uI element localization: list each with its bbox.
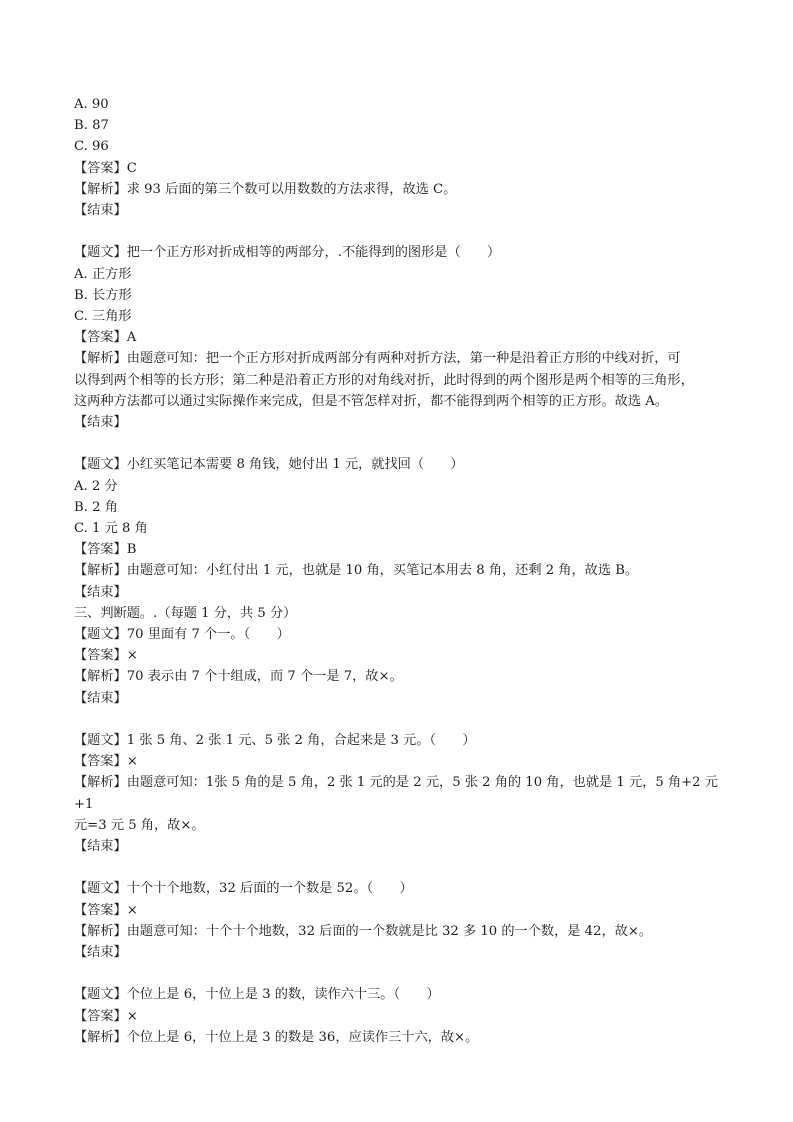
answer-label: 【答案】: [74, 330, 127, 346]
answer-label: 【答案】: [74, 160, 127, 176]
analysis-text-2: 以得到两个相等的长方形；第二种是沿着正方形的对角线对折，此时得到的两个图形是两个相等的三角形，: [74, 372, 694, 388]
analysis-label: 【解析】: [74, 563, 127, 579]
end-marker: 【结束】: [74, 690, 127, 706]
analysis-text-1: 由题意可知：1张 5 角的是 5 角，2 张 1 元的是 2 元，5 张 2 角的 10 角，也就是 1 元，5 角+2 元+1: [74, 775, 718, 812]
stem-text: 小红买笔记本需要 8 角钱，她付出 1 元，就找回（ ）: [126, 457, 464, 473]
end-marker: 【结束】: [74, 415, 127, 431]
stem-text: 个位上是 6，十位上是 3 的数，读作六十三。（ ）: [126, 987, 440, 1003]
analysis-line: [74, 179, 724, 200]
question-block-square: [74, 242, 724, 433]
answer-value: ×: [126, 902, 138, 918]
document-page: [74, 94, 724, 1048]
analysis-line: [74, 666, 724, 687]
spacer: [74, 857, 724, 878]
option-b: B. 87: [74, 118, 109, 134]
analysis-label: 【解析】: [74, 351, 127, 367]
answer-line: [74, 327, 724, 348]
judgement-block-2: [74, 730, 724, 857]
option-c: C. 三角形: [74, 309, 132, 325]
answer-value: A: [126, 330, 137, 346]
analysis-label: 【解析】: [74, 1029, 127, 1045]
answer-value: ×: [126, 648, 138, 664]
option-c: C. 1 元 8 角: [74, 521, 148, 537]
answer-label: 【答案】: [74, 542, 127, 558]
question-block-prev: [74, 94, 724, 221]
answer-value: B: [126, 542, 137, 558]
answer-line: [74, 539, 724, 560]
answer-line: [74, 1006, 724, 1027]
analysis-text-3: 这两种方法都可以通过实际操作来完成，但是不管怎样对折，都不能得到两个相等的正方形。故选 A。: [74, 393, 668, 409]
option-b: B. 2 角: [74, 499, 118, 515]
answer-label: 【答案】: [74, 754, 127, 770]
analysis-line: [74, 772, 724, 814]
spacer: [74, 963, 724, 984]
analysis-text-1: 由题意可知：把一个正方形对折成两部分有两种对折方法，第一种是沿着正方形的中线对折，可: [126, 351, 681, 367]
question-stem: [74, 454, 724, 475]
analysis-line: [74, 921, 724, 942]
question-stem: [74, 730, 724, 751]
answer-label: 【答案】: [74, 648, 127, 664]
question-stem: [74, 878, 724, 899]
answer-value: C: [126, 160, 137, 176]
analysis-line: [74, 348, 724, 369]
stem-label: 【题文】: [74, 733, 127, 749]
answer-label: 【答案】: [74, 902, 127, 918]
option-b: B. 长方形: [74, 287, 132, 303]
option-a: A. 2 分: [74, 478, 118, 494]
option-a: A. 正方形: [74, 266, 132, 282]
analysis-text: 求 93 后面的第三个数可以用数数的方法求得，故选 C。: [126, 181, 457, 197]
answer-line: [74, 751, 724, 772]
stem-label: 【题文】: [74, 627, 127, 643]
judgement-block-4: [74, 984, 724, 1048]
end-marker: 【结束】: [74, 203, 127, 219]
answer-label: 【答案】: [74, 1008, 127, 1024]
question-stem: [74, 242, 724, 263]
analysis-text: 70 表示由 7 个十组成，而 7 个一是 7，故×。: [126, 669, 403, 685]
spacer: [74, 433, 724, 454]
answer-value: ×: [126, 754, 138, 770]
stem-label: 【题文】: [74, 987, 127, 1003]
stem-label: 【题文】: [74, 457, 127, 473]
end-marker: 【结束】: [74, 839, 127, 855]
question-block-change: [74, 454, 724, 602]
analysis-label: 【解析】: [74, 669, 127, 685]
analysis-text: 由题意可知：小红付出 1 元，也就是 10 角，买笔记本用去 8 角，还剩 2 角，故选 B。: [126, 563, 639, 579]
spacer: [74, 221, 724, 242]
question-stem: [74, 624, 724, 645]
stem-text: 1 张 5 角、2 张 1 元、5 张 2 角，合起来是 3 元。（ ）: [126, 733, 476, 749]
stem-label: 【题文】: [74, 881, 127, 897]
end-marker: 【结束】: [74, 945, 127, 961]
spacer: [74, 709, 724, 730]
question-stem: [74, 984, 724, 1005]
stem-text: 70 里面有 7 个一。（ ）: [126, 627, 290, 643]
option-a: A. 90: [74, 97, 109, 112]
answer-line: [74, 900, 724, 921]
analysis-label: 【解析】: [74, 775, 127, 791]
judgement-block-3: [74, 878, 724, 963]
option-c: C. 96: [74, 139, 109, 155]
end-marker: 【结束】: [74, 584, 127, 600]
analysis-text: 个位上是 6，十位上是 3 的数是 36，应读作三十六，故×。: [126, 1029, 479, 1045]
stem-text: 把一个正方形对折成相等的两部分，.不能得到的图形是（ ）: [126, 245, 501, 261]
answer-value: ×: [126, 1008, 138, 1024]
analysis-label: 【解析】: [74, 923, 127, 939]
stem-text: 十个十个地数，32 后面的一个数是 52。（ ）: [126, 881, 413, 897]
answer-line: [74, 158, 724, 179]
analysis-label: 【解析】: [74, 181, 127, 197]
section-heading: 三、判断题。.（每题 1 分，共 5 分）: [74, 605, 297, 621]
analysis-line: [74, 1027, 724, 1048]
answer-line: [74, 645, 724, 666]
judgement-block-1: [74, 624, 724, 709]
analysis-text-2: 元=3 元 5 角，故×。: [74, 817, 205, 833]
stem-label: 【题文】: [74, 245, 127, 261]
analysis-text: 由题意可知：十个十个地数，32 后面的一个数就是比 32 多 10 的一个数，是 42，故×。: [126, 923, 653, 939]
analysis-line: [74, 560, 724, 581]
